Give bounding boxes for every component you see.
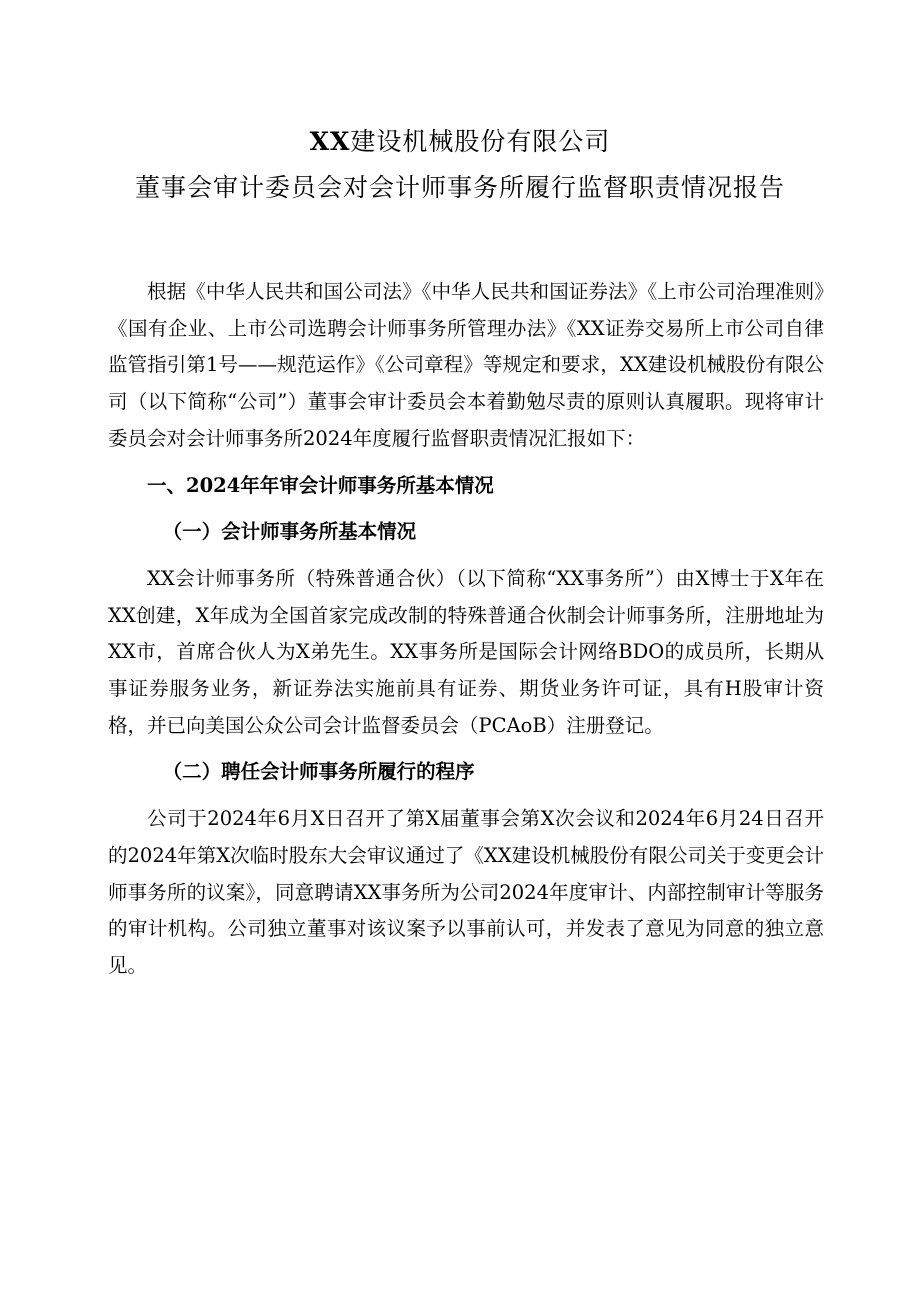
subsection-paragraph-1: XX会计师事务所（特殊普通合伙）（以下简称“XX事务所”）由X博士于X年在XX创建，X年成为全国首家完成改制的特殊普通合伙制会计师事务所，注册地址为XX市，首席合伙人为X弟先生。XX事务所是国际会计网络BDO的成员所，长期从事证券服务业务，新证券法实施前具有证券、期货业务许可证，具有H股审计资格，并已向美国公众公司会计监督委员会（PCAoB）注册登记。 [108, 566, 824, 737]
company-name-rest: 建设机械股份有限公司 [350, 127, 611, 156]
section-heading-1: 一、2024年年审会计师事务所基本情况 [147, 473, 494, 497]
document-body [108, 274, 824, 995]
title-block [0, 128, 920, 202]
subsection-paragraph-2: 公司于2024年6月X日召开了第X届董事会第X次会议和2024年6月24日召开的2024年第X次临时股东大会审议通过了《XX建设机械股份有限公司关于变更会计师事务所的议案》，同意聘请XX事务所为公司2024年度审计、内部控制审计等服务的审计机构。公司独立董事对该议案予以事前认可，并发表了意见为同意的独立意见。 [108, 807, 824, 977]
company-name-title [0, 128, 920, 156]
report-title: 董事会审计委员会对会计师事务所履行监督职责情况报告 [134, 173, 785, 202]
subsection-heading-2: （二）聘任会计师事务所履行的程序 [162, 760, 475, 784]
intro-paragraph: 根据《中华人民共和国公司法》《中华人民共和国证券法》《上市公司治理准则》《国有企业、上市公司选聘会计师事务所管理办法》《XX证券交易所上市公司自律监管指引第1号——规范运作》《公司章程》等规定和要求，XX建设机械股份有限公司（以下简称“公司”）董事会审计委员会本着勤勉尽责的原则认真履职。现将审计委员会对会计师事务所2024年度履行监督职责情况汇报如下： [108, 280, 824, 450]
subsection-heading-1: （一）会计师事务所基本情况 [162, 520, 417, 544]
company-name-prefix: XX [309, 127, 351, 156]
